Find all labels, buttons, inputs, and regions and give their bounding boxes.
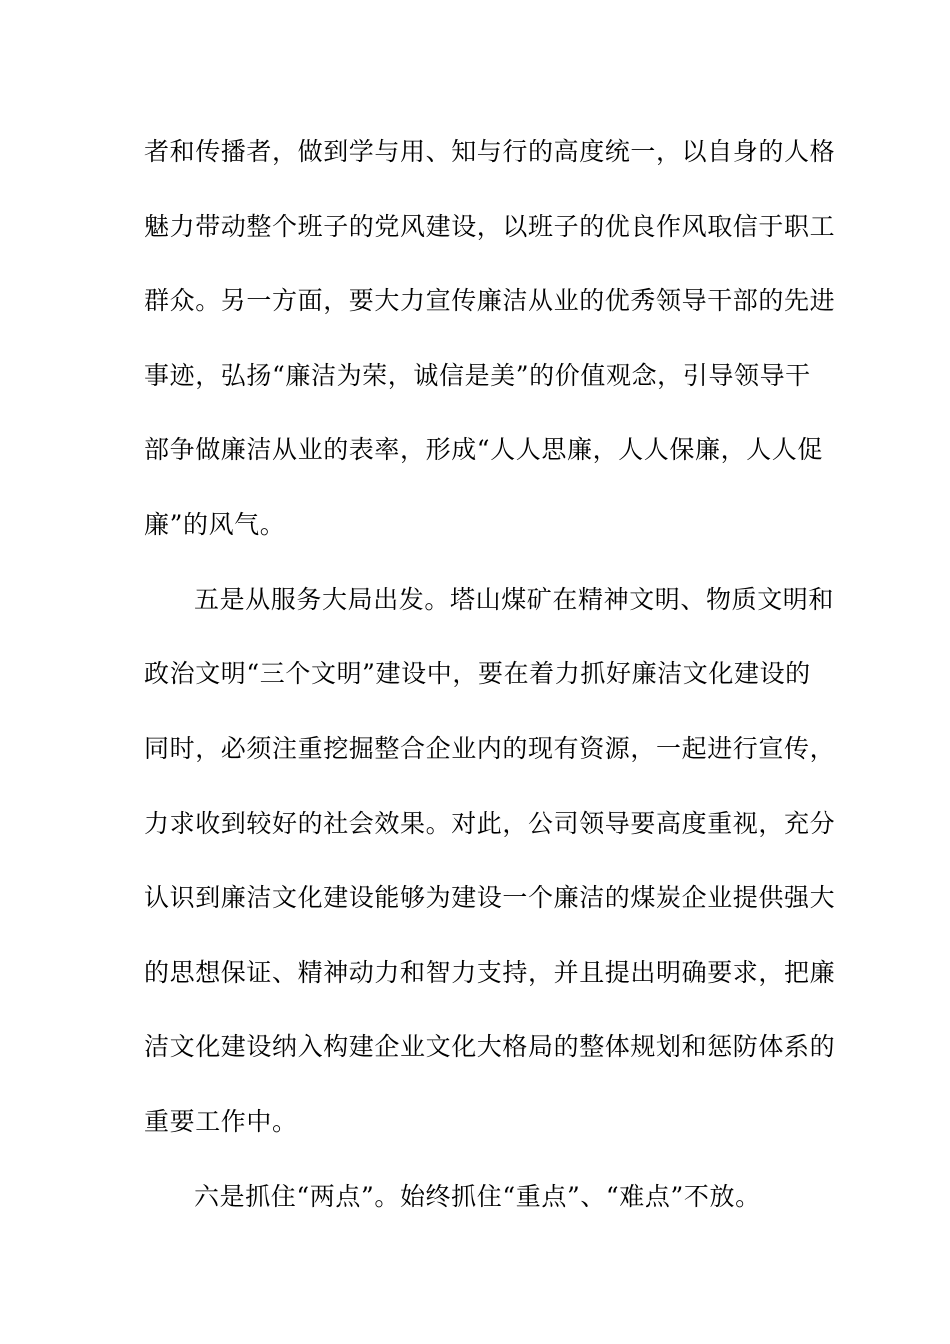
text-line-11: 认识到廉洁文化建设能够为建设一个廉洁的煤炭企业提供强大 — [144, 883, 836, 912]
text-line-4: 事迹，弘扬“廉洁为荣，诚信是美”的价值观念，引导领导干 — [144, 361, 811, 390]
paragraph-5-first-line: 五是从服务大局出发。塔山煤矿在精神文明、物质文明和 — [194, 585, 835, 614]
text-line-3: 群众。另一方面，要大力宣传廉洁从业的优秀领导干部的先进 — [144, 286, 836, 315]
text-line-12: 的思想保证、精神动力和智力支持，并且提出明确要求，把廉 — [144, 958, 836, 987]
text-line-5: 部争做廉洁从业的表率，形成“人人思廉，人人保廉，人人促 — [144, 435, 823, 464]
text-line-1: 者和传播者，做到学与用、知与行的高度统一，以自身的人格 — [144, 137, 836, 166]
text-line-9: 同时，必须注重挖掘整合企业内的现有资源，一起进行宣传， — [144, 734, 836, 763]
text-line-8: 政治文明“三个文明”建设中，要在着力抓好廉洁文化建设的 — [144, 659, 811, 688]
text-line-6: 廉”的风气。 — [144, 510, 286, 539]
text-line-2: 魅力带动整个班子的党风建设，以班子的优良作风取信于职工 — [144, 212, 836, 241]
paragraph-6-first-line: 六是抓住“两点”。始终抓住“重点”、“难点”不放。 — [194, 1182, 761, 1211]
text-line-14: 重要工作中。 — [144, 1107, 298, 1136]
text-line-13: 洁文化建设纳入构建企业文化大格局的整体规划和惩防体系的 — [144, 1032, 836, 1061]
text-line-10: 力求收到较好的社会效果。对此，公司领导要高度重视，充分 — [144, 809, 836, 838]
